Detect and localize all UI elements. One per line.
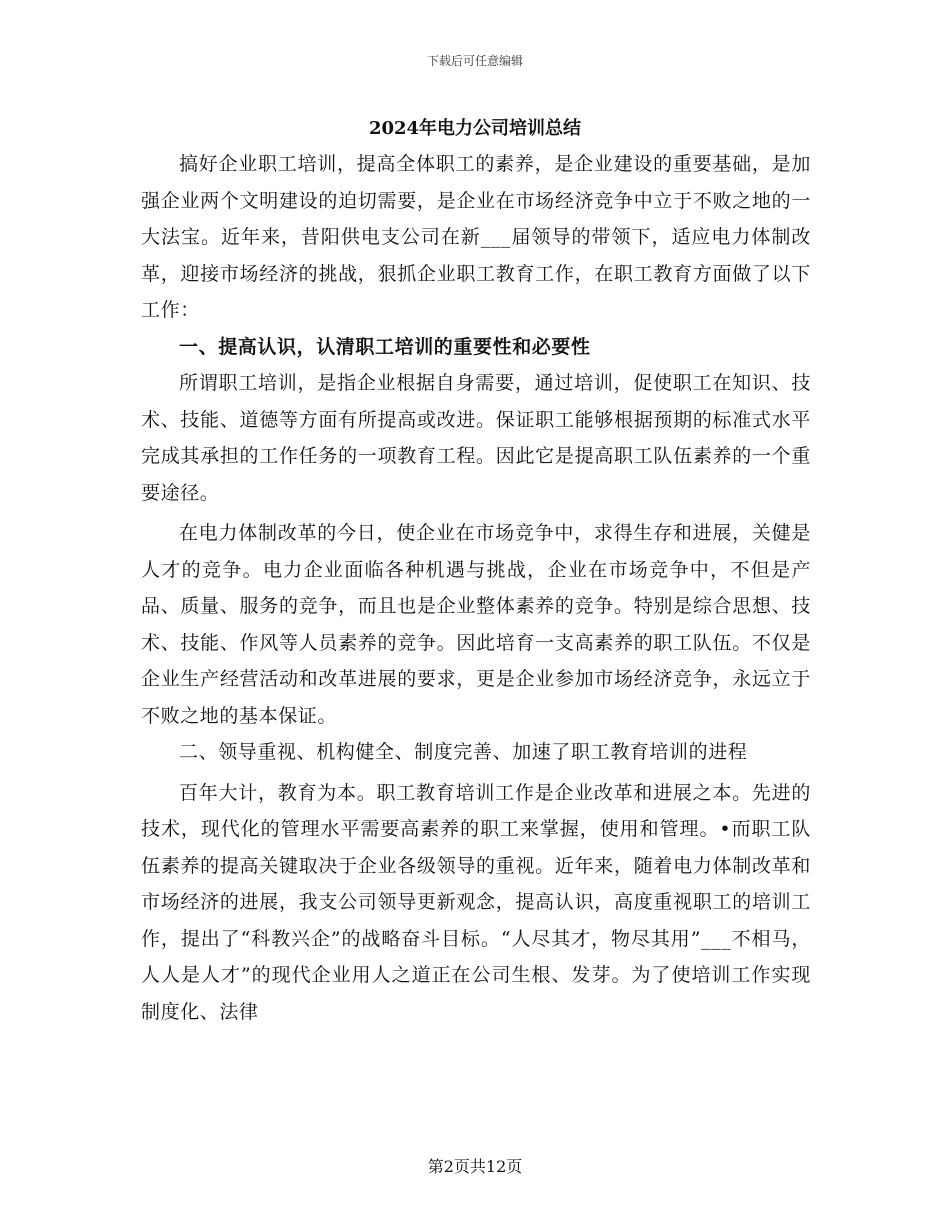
section-heading-2: 二、领导重视、机构健全、制度完善、加速了职工教育培训的进程 <box>179 741 748 763</box>
body-paragraph: 百年大计，教育为本。职工教育培训工作是企业改革和进展之本。先进的技术，现代化的管理水平需要高素养的职工来掌握，使用和管理。•而职工队伍素养的提高关键取决于企业各级领导的重视。近年来，随着电力体制改革和市场经济的进展，我支公司领导更新观念，提高认识，高度重视职工的培训工作，提出了“科教兴企”的战略奋斗目标。“人尽其才，物尽其用”___不相马，人人是人才”的现代企业用人之道正在公司生根、发芽。为了使培训工作实现制度化、法律 <box>141 781 811 1023</box>
body-paragraph: 所谓职工培训，是指企业根据自身需要，通过培训，促使职工在知识、技术、技能、道德等方面有所提高或改进。保证职工能够根据预期的标准式水平完成其承担的工作任务的一项教育工程。因此它是提高职工队伍素养的一个重要途径。 <box>141 372 811 504</box>
document-title: 2024年电力公司培训总结 <box>368 118 582 139</box>
body-paragraph: 在电力体制改革的今日，使企业在市场竞争中，求得生存和进展，关健是人才的竞争。电力企业面临各种机遇与挑战，企业在市场竞争中，不但是产品、质量、服务的竞争，而且也是企业整体素养的竞争。特别是综合思想、技术、技能、作风等人员素养的竞争。因此培育一支高素养的职工队伍。不仅是企业生产经营活动和改革进展的要求，更是企业参加市场经济竞争，永远立于不败之地的基本保证。 <box>141 522 811 727</box>
page-number-footer: 第2页共12页 <box>427 1157 523 1176</box>
section-heading-1: 一、提高认识，认清职工培训的重要性和必要性 <box>179 335 591 358</box>
document-body <box>141 146 811 1030</box>
page-header-note: 下载后可任意编辑 <box>426 54 523 68</box>
intro-paragraph: 搞好企业职工培训，提高全体职工的素养，是企业建设的重要基础，是加强企业两个文明建设的迫切需要，是企业在市场经济竞争中立于不败之地的一大法宝。近年来，昔阳供电支公司在新___届领导的带领下，适应电力体制改革，迎接市场经济的挑战，狠抓企业职工教育工作，在职工教育方面做了以下工作： <box>141 153 811 321</box>
